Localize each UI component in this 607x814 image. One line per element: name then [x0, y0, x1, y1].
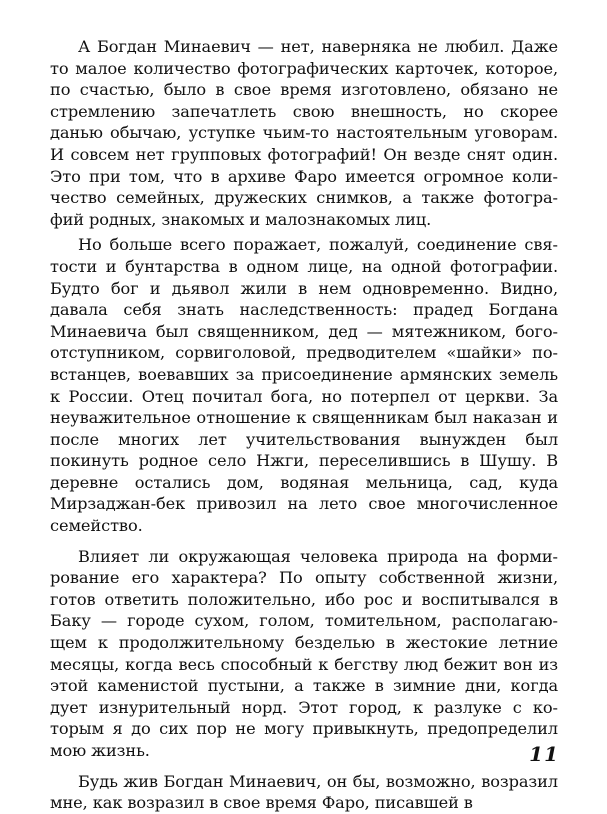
paragraph-4: Будь жив Богдан Минаевич, он бы, возможно, возразил мне, как возразил в свое время Фаро, писавшей в [50, 771, 558, 813]
paragraph-3: Влияет ли окружающая человека природа на формирование его характера? По опыту собственной жизни, готов ответить положительно, ибо рос и воспитывался в Баку — городе сухом, голом, томительном, располагающем к продолжительному безделью в жестокие летние месяцы, когда весь способный к бегству люд бежит вон из этой каменистой пустыни, а также в зимние дни, когда дует изнурительный норд. Этот город, к разлуке с которым я до сих пор не могу привыкнуть, предопределил мою жизнь. [50, 546, 558, 760]
book-page-text [50, 36, 558, 814]
paragraph-1: А Богдан Минаевич — нет, наверняка не любил. Даже то малое количество фотографических карточек, которое, по счастью, было в свое время изготовлено, обязано не стремлению запечатлеть свою внешность, но скорее данью обычаю, уступке чьим-то настоятельным уговорам. И совсем нет групповых фотографий! Он везде снят один. Это при том, что в архиве Фаро имеется огромное количество семейных, дружеских снимков, а также фотографий родных, знакомых и малознакомых лиц. [50, 37, 558, 229]
paragraph-2: Но больше всего поражает, пожалуй, соединение святости и бунтарства в одном лице, на одной фотографии. Будто бог и дьявол жили в нем одновременно. Видно, давала себя знать наследственность: прадед Богдана Минаевича был священником, дед — мятежником, богоотступником, сорвиголовой, предводителем «шайки» повстанцев, воевавших за присоединение армянских земель к России. Отец почитал бога, но потерпел от церкви. За неуважительное отношение к священникам был наказан и после многих лет учительствования вынужден был покинуть родное село Нжги, переселившись в Шушу. В деревне остались дом, водяная мельница, сад, куда Мирзаджан-бек привозил на лето свое многочисленное семейство. [50, 235, 558, 536]
page-number: 11 [529, 742, 559, 766]
